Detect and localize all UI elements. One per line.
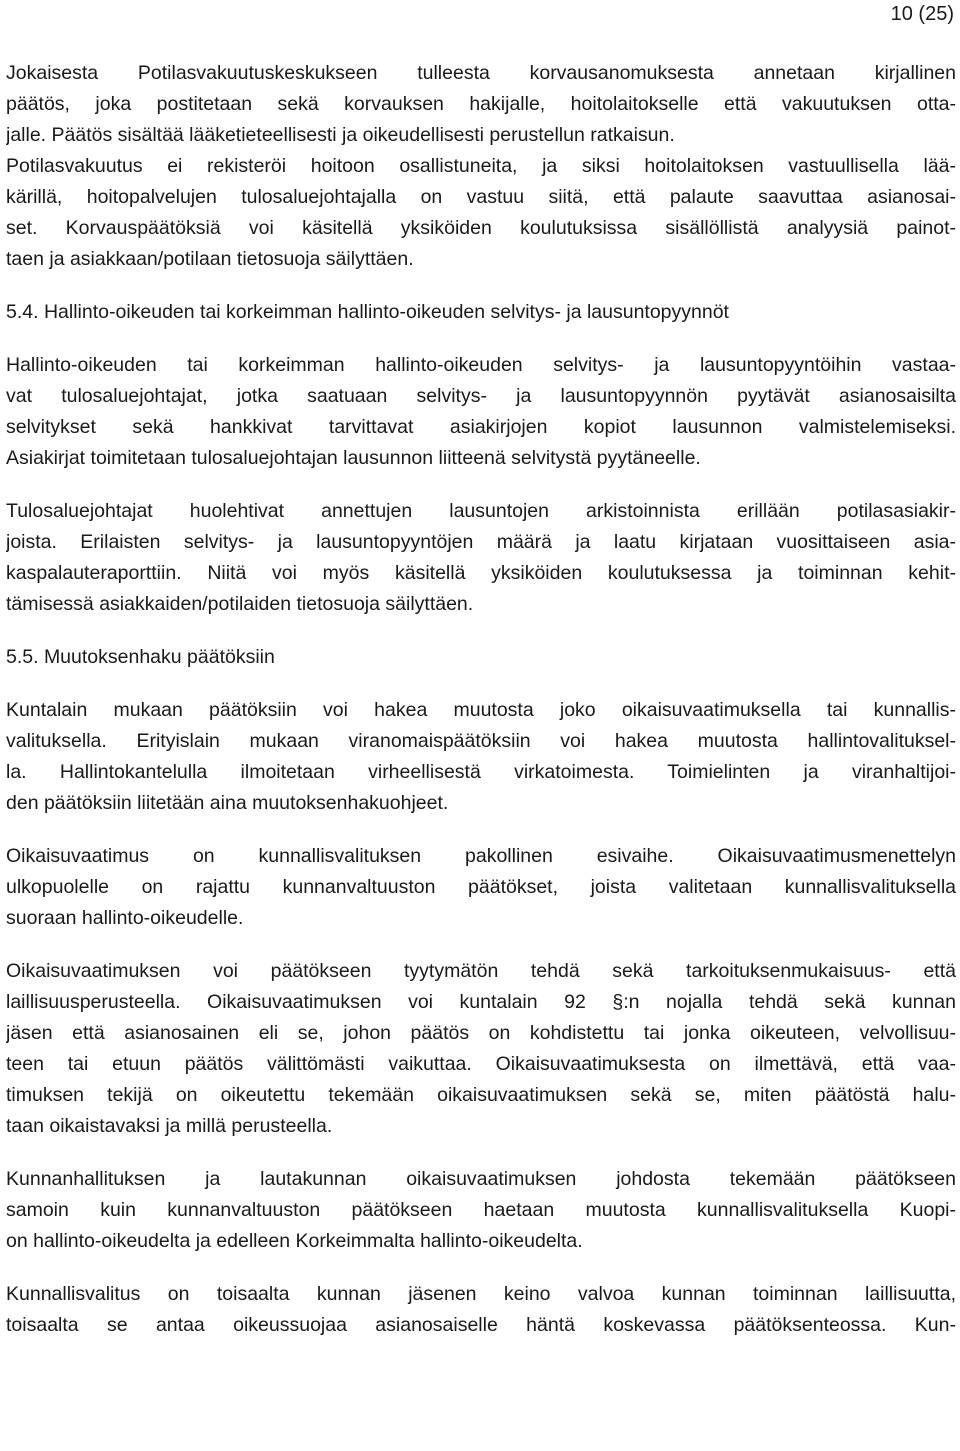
text-line: kärillä, hoitopalvelujen tulosaluejohtajalla on vastuu siitä, että palaute saavuttaa asianosai- (6, 186, 956, 208)
text-line: teen tai etuun päätös välittömästi vaikuttaa. Oikaisuvaatimuksesta on ilmettävä, että vaa- (6, 1053, 956, 1075)
paragraph-municipal-appeal (6, 1164, 956, 1257)
text-line: Asiakirjat toimitetaan tulosaluejohtajan lausunnon liitteenä selvitystä pyytäneelle. (6, 447, 701, 469)
text-line: Potilasvakuutus ei rekisteröi hoitoon osallistuneita, ja siksi hoitolaitoksen vastuullisella lää- (6, 155, 956, 177)
paragraph-appeal-methods (6, 695, 956, 819)
text-line: Jokaisesta Potilasvakuutuskeskukseen tulleesta korvausanomuksesta annetaan kirjallinen (6, 62, 956, 84)
paragraph-feedback-responsibility (6, 151, 956, 275)
text-line: Hallinto-oikeuden tai korkeimman hallinto-oikeuden selvitys- ja lausuntopyyntöihin vastaa- (6, 354, 956, 376)
text-line: valituksella. Erityislain mukaan viranomaispäätöksiin voi hakea muutosta hallintovalituksel- (6, 730, 956, 752)
text-line: on hallinto-oikeudelta ja edelleen Korkeimmalta hallinto-oikeudelta. (6, 1230, 583, 1252)
section-heading-5-4: 5.4. Hallinto-oikeuden tai korkeimman hallinto-oikeuden selvitys- ja lausuntopyynnöt (6, 301, 729, 323)
text-line: samoin kuin kunnanvaltuuston päätökseen haetaan muutosta kunnallisvalituksella Kuopi- (6, 1199, 956, 1221)
text-line: Kunnallisvalitus on toisaalta kunnan jäsenen keino valvoa kunnan toiminnan laillisuutta, (6, 1283, 956, 1305)
text-line: kaspalauteraporttiin. Niitä voi myös käsitellä yksiköiden koulutuksessa ja toiminnan kehit- (6, 562, 956, 584)
text-line: la. Hallintokantelulla ilmoitetaan virheellisestä virkatoimesta. Toimielinten ja viranhaltijoi- (6, 761, 956, 783)
section-heading-5-5: 5.5. Muutoksenhaku päätöksiin (6, 646, 275, 668)
text-line: den päätöksiin liitetään aina muutoksenhakuohjeet. (6, 792, 449, 814)
paragraph-decision-notice (6, 58, 956, 151)
text-line: taan oikaistavaksi ja millä perusteella. (6, 1115, 333, 1137)
text-line: timuksen tekijä on oikeutettu tekemään oikaisuvaatimuksen sekä se, miten päätöstä halu- (6, 1084, 956, 1106)
text-line: toisaalta se antaa oikeussuojaa asianosaiselle häntä koskevassa päätöksenteossa. Kun- (6, 1314, 956, 1336)
paragraph-rectification-grounds (6, 956, 956, 1142)
text-line: päätös, joka postitetaan sekä korvauksen hakijalle, hoitolaitokselle että vakuutuksen otta- (6, 93, 956, 115)
text-line: tämisessä asiakkaiden/potilaiden tietosuoja säilyttäen. (6, 593, 474, 615)
text-line: suoraan hallinto-oikeudelle. (6, 907, 244, 929)
text-line: vat tulosaluejohtajat, jotka saatuaan selvitys- ja lausuntopyynnön pyytävät asianosaisilta (6, 385, 956, 407)
page-body (6, 58, 956, 1341)
text-line: set. Korvauspäätöksiä voi käsitellä yksiköiden koulutuksissa sisällöllistä analyysiä painot- (6, 217, 956, 239)
paragraph-rectification-stage (6, 841, 956, 934)
text-line: Oikaisuvaatimus on kunnallisvalituksen pakollinen esivaihe. Oikaisuvaatimusmenettelyn (6, 845, 956, 867)
paragraph-archiving (6, 496, 956, 620)
page-number: 10 (25) (890, 3, 954, 25)
text-line: jalle. Päätös sisältää lääketieteellisesti ja oikeudellisesti perustellun ratkaisun. (6, 124, 675, 146)
text-line: taen ja asiakkaan/potilaan tietosuoja säilyttäen. (6, 248, 414, 270)
text-line: laillisuusperusteella. Oikaisuvaatimuksen voi kuntalain 92 §:n nojalla tehdä sekä kunnan (6, 991, 956, 1013)
text-line: Tulosaluejohtajat huolehtivat annettujen lausuntojen arkistoinnista erillään potilasasiakir- (6, 500, 956, 522)
text-line: ulkopuolelle on rajattu kunnanvaltuuston päätökset, joista valitetaan kunnallisvalituksella (6, 876, 956, 898)
text-line: jäsen että asianosainen eli se, johon päätös on kohdistettu tai jonka oikeuteen, velvollisuu- (6, 1022, 956, 1044)
text-line: Kunnanhallituksen ja lautakunnan oikaisuvaatimuksen johdosta tekemään päätökseen (6, 1168, 956, 1190)
paragraph-court-statements (6, 350, 956, 474)
text-line: Kuntalain mukaan päätöksiin voi hakea muutosta joko oikaisuvaatimuksella tai kunnallis- (6, 699, 956, 721)
text-line: Oikaisuvaatimuksen voi päätökseen tyytymätön tehdä sekä tarkoituksenmukaisuus- että (6, 960, 956, 982)
text-line: selvitykset sekä hankkivat tarvittavat asiakirjojen kopiot lausunnon valmistelemiseksi. (6, 416, 956, 438)
text-line: joista. Erilaisten selvitys- ja lausuntopyyntöjen määrä ja laatu kirjataan vuosittaiseen asia- (6, 531, 956, 553)
paragraph-municipal-appeal-purpose (6, 1279, 956, 1341)
